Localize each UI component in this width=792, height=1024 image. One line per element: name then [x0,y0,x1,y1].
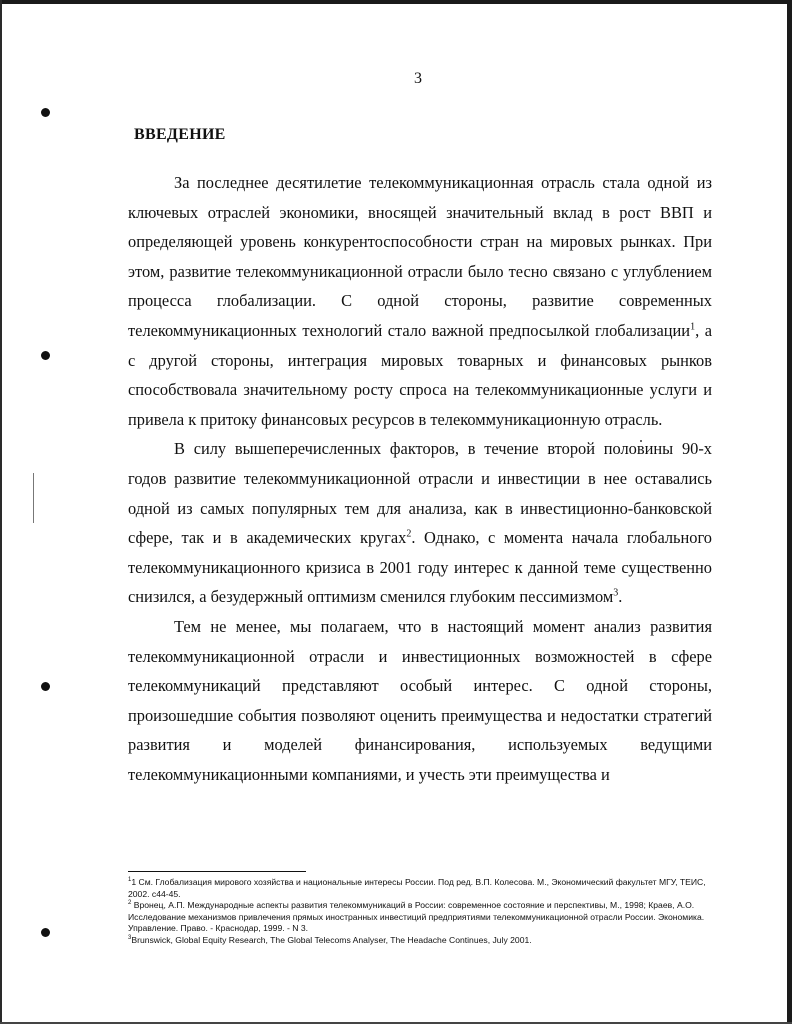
binder-hole-mark [41,682,50,691]
paragraph-text: Тем не менее, мы полагаем, что в настоящий момент анализ развития телекоммуникационной отрасли и инвестиционных возможностей в сфере телекоммуникаций представляют особый интерес. С одной стороны, произошедшие события позволяют оценить преимущества и недостатки стратегий развития и моделей финансирования, используемых ведущими телекоммуникационными компаниями, и учесть эти преимущества и [128,616,712,784]
footnote-ref: 2 [406,528,412,540]
paragraph-text: . Однако, с момента начала глобального телекоммуникационного кризиса в 2001 году интерес к данной теме существенно снизился, а безудержный оптимизм сменился глубоким пессимизмом [128,528,713,607]
scan-border-left [0,0,2,1024]
footnote-mark: 2 [128,900,132,907]
page-number: 3 [414,70,422,87]
footnote-text: Brunswick, Global Equity Research, The Global Telecoms Analyser, The Headache Continues, July 2001. [131,934,532,945]
binder-hole-mark [41,108,50,117]
footnote [128,900,712,935]
binder-hole-mark [41,928,50,937]
footnotes [128,877,712,947]
footnote-mark: 1 [128,877,132,884]
footnote-text: Вронец, А.П. Международные аспекты развития телекоммуникаций в России: современное состояние и перспективы, М., 1998; Краев, А.О. Исследование механизмов привлечения прямых иностранных инвестиций предприятиями телекоммуникационной отрасли России. Экономика. Управление. Право. - Краснодар, 1999. - N 3. [128,900,705,934]
footnote [128,877,712,900]
paragraph-text: . [618,587,623,607]
body-text [128,168,712,789]
section-title: ВВЕДЕНИЕ [134,126,226,143]
footnote-ref: 3 [613,587,619,599]
paragraph [128,434,712,612]
scan-border-top [0,0,792,4]
scan-border-right [787,0,792,1024]
footnote-rule [128,871,306,872]
paragraph [128,168,712,434]
margin-scan-mark [33,473,34,523]
footnote [128,935,712,947]
paragraph [128,612,712,790]
paragraph-text: За последнее десятилетие телекоммуникационная отрасль стала одной из ключевых отраслей экономики, вносящей значительный вклад в рост ВВП и определяющей уровень конкурентоспособности стран на мировых рынках. При этом, развитие телекоммуникационной отрасли было тесно связано с углублением процесса глобализации. С одной стороны, развитие современных телекоммуникационных технологий стало важной предпосылкой глобализации [128,173,712,340]
paragraph-text: , а с другой стороны, интеграция мировых товарных и финансовых рынков способствовала значительному росту спроса на телекоммуникационные услуги и привела к притоку финансовых ресурсов в телекоммуникационную отрасль. [128,320,712,429]
paragraph-text: В силу вышеперечисленных факторов, в течение второй половины 90-х годов развитие телекоммуникационной отрасли и инвестиции в нее оставались одной из самых популярных тем для анализа, как в инвестиционно-банковской сфере, так и в академических кругах [128,439,712,548]
binder-hole-mark [41,351,50,360]
footnote-ref: 1 [690,321,696,333]
footnote-text: 1 См. Глобализация мирового хозяйства и национальные интересы России. Под ред. В.П. Колесова. М., Экономический факультет МГУ, ТЕИС, 2002. с44-45. [128,877,706,899]
footnote-mark: 3 [128,935,132,942]
